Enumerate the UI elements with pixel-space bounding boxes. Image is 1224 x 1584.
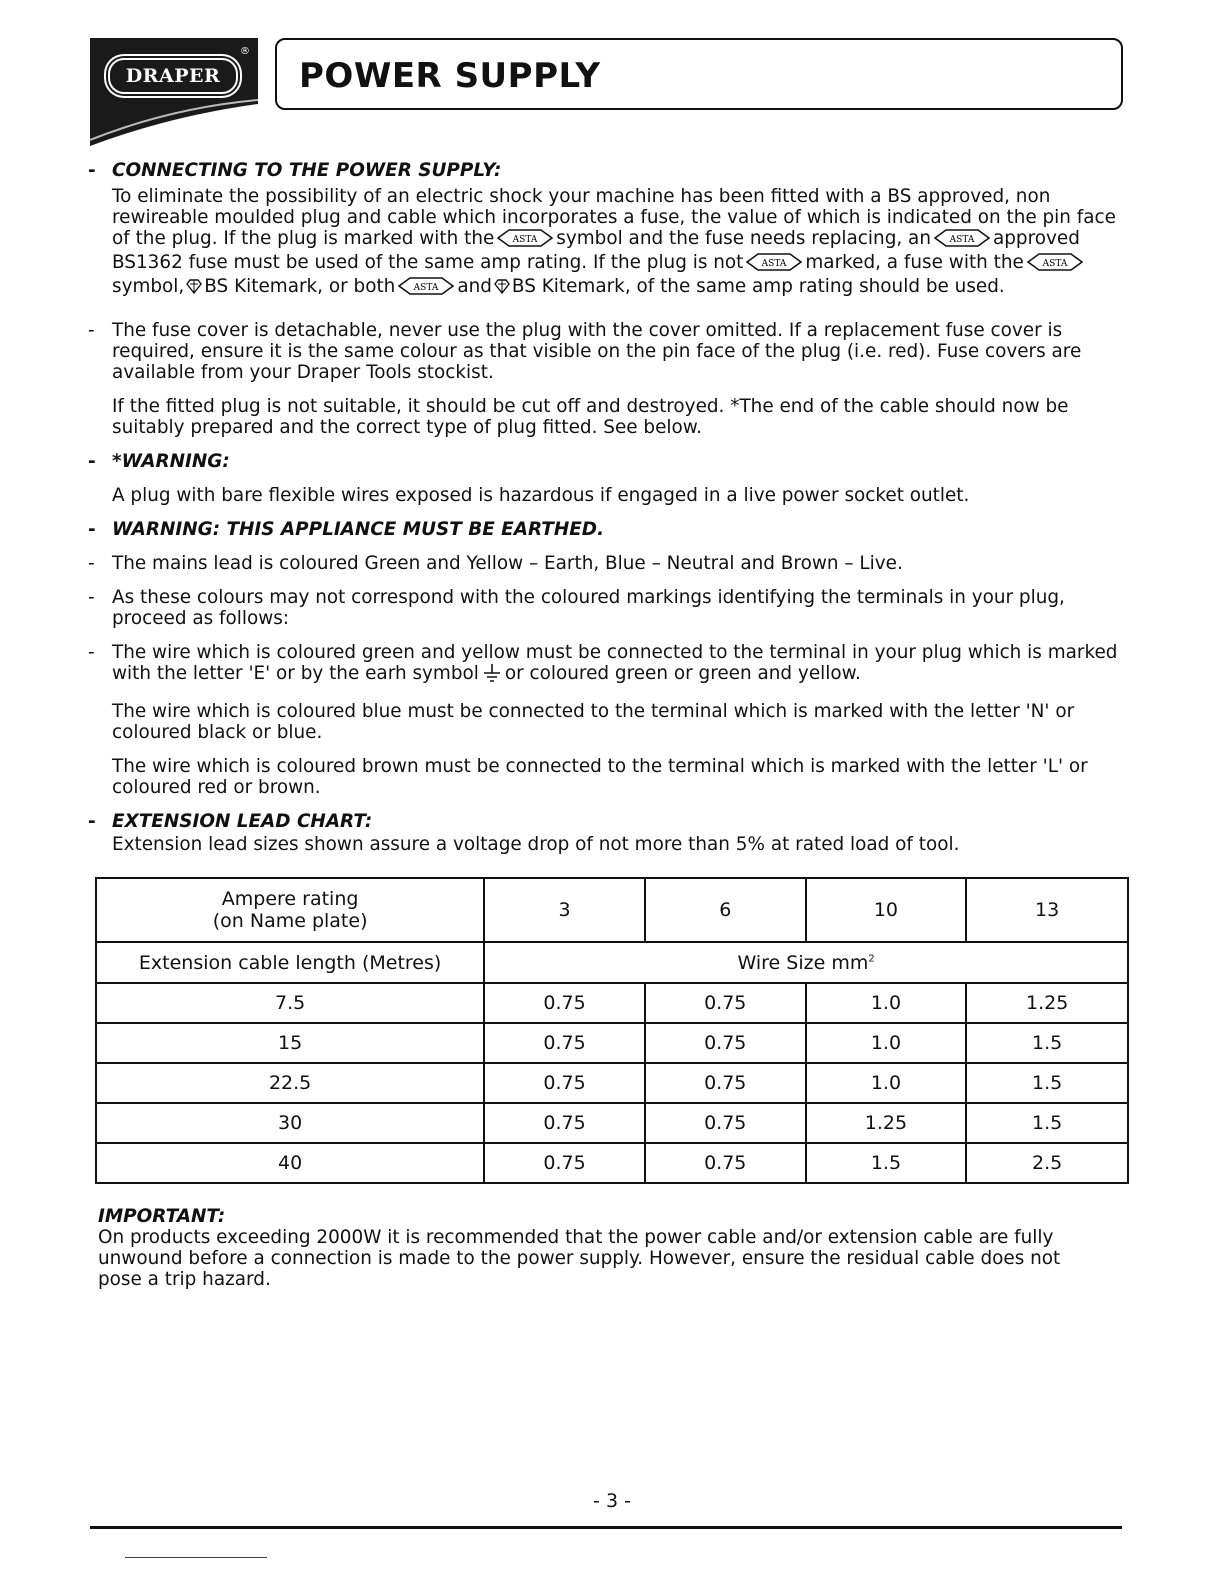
table-cell: Extension cable length (Metres)	[96, 942, 484, 983]
earth-icon	[482, 663, 502, 688]
para-bare-wires: A plug with bare flexible wires exposed is hazardous if engaged in a live power socket outlet.	[112, 485, 970, 506]
table-header-row	[96, 878, 1128, 942]
registered-mark: ®	[240, 46, 250, 57]
fuse-cover-text: The fuse cover is detachable, never use the plug with the cover omitted. If a replacement fuse cover is required, ensure it is the same colour as that visible on the pin face of the plug (i.e. red). Fuse covers are available from your Draper Tools stockist.	[112, 320, 1082, 383]
section-warning-star: - *WARNING:	[88, 451, 1118, 472]
svg-text:ASTA: ASTA	[1042, 259, 1068, 269]
section-wiring: - The wire which is coloured green and yellow must be connected to the terminal in your plug which is marked with the letter 'E' or by the earh symbol or coloured green or green and yellow.	[88, 642, 1118, 688]
main-content	[88, 160, 1118, 868]
section-colours: - As these colours may not correspond with the coloured markings identifying the terminals in your plug, proceed as follows:	[88, 587, 1118, 629]
mains-lead-text: The mains lead is coloured Green and Yellow – Earth, Blue – Neutral and Brown – Live.	[112, 553, 903, 574]
table-cell: Wire Size $mm^2$	[484, 942, 1128, 983]
svg-text:ASTA: ASTA	[512, 235, 538, 245]
table-cell: 3	[484, 878, 645, 942]
section-connecting: - CONNECTING TO THE POWER SUPPLY:	[88, 160, 1118, 181]
table-cell: 6	[645, 878, 806, 942]
page-title: POWER SUPPLY	[299, 56, 601, 96]
heading-connecting: CONNECTING TO THE POWER SUPPLY:	[112, 160, 502, 181]
asta-icon	[1027, 253, 1083, 276]
heading-extension: EXTENSION LEAD CHART:	[112, 811, 373, 832]
logo-text: DRAPER	[125, 65, 221, 87]
table-row: 7.5 0.75 0.75 1.0 1.25	[96, 983, 1128, 1023]
page-number: - 3 -	[593, 1490, 631, 1512]
section-earthed: - WARNING: THIS APPLIANCE MUST BE EARTHED.	[88, 519, 1118, 540]
logo-badge	[108, 58, 238, 94]
asta-icon	[497, 229, 553, 252]
important-note	[98, 1206, 1108, 1290]
footer-rule	[90, 1526, 1122, 1529]
heading-warning: *WARNING:	[112, 451, 230, 472]
important-text: On products exceeding 2000W it is recommended that the power cable and/or extension cable are fully unwound before a connection is made to the power supply. However, ensure the residual cable does not pose a trip hazard.	[98, 1227, 1061, 1290]
asta-icon	[934, 229, 990, 252]
table-row: 30 0.75 0.75 1.25 1.5	[96, 1103, 1128, 1143]
link-underline	[125, 1557, 267, 1558]
para-extension: Extension lead sizes shown assure a voltage drop of not more than 5% at rated load of tool.	[112, 834, 960, 855]
table-row: 15 0.75 0.75 1.0 1.5	[96, 1023, 1128, 1063]
para-blue-wire: The wire which is coloured blue must be connected to the terminal which is marked with the letter 'N' or coloured black or blue.	[112, 701, 1075, 743]
svg-text:ASTA: ASTA	[762, 259, 787, 269]
asta-icon	[398, 277, 454, 300]
para-fitted-plug: If the fitted plug is not suitable, it should be cut off and destroyed. *The end of the cable should now be suitably prepared and the correct type of plug fitted. See below.	[112, 396, 1069, 438]
title-box	[275, 38, 1123, 110]
extension-lead-table	[95, 877, 1129, 1184]
table-cell: 10	[806, 878, 967, 942]
svg-text:ASTA: ASTA	[413, 283, 439, 293]
colours-text: As these colours may not correspond with the coloured markings identifying the terminals in your plug, proceed as follows:	[112, 587, 1065, 629]
wiring-text: The wire which is coloured green and yellow must be connected to the terminal in your plug which is marked with the letter 'E' or by the earh symbol or coloured green or green and yellow.	[112, 642, 1118, 688]
svg-text:ASTA: ASTA	[949, 235, 975, 245]
asta-icon	[746, 253, 802, 276]
heading-important: IMPORTANT:	[98, 1206, 226, 1227]
para-connecting: To eliminate the possibility of an electric shock your machine has been fitted with a BS approved, non rewireable moulded plug and cable which incorporates a fuse, the value of which is indicated on the pin face of the plug. If the plug is marked with the ASTA symbol and the fuse needs replacing, an ASTA approved BS1362 fuse must be used of the same amp rating. If the plug is not ASTA marked, a fuse with the ASTA symbol, BS Kitemark, or both ASTA and BS Kitemark, of the same amp rating should be used.	[112, 186, 1118, 300]
section-mains-lead: - The mains lead is coloured Green and Yellow – Earth, Blue – Neutral and Brown – Live.	[88, 553, 1118, 574]
heading-earthed: WARNING: THIS APPLIANCE MUST BE EARTHED.	[112, 519, 605, 540]
table-cell: 13	[966, 878, 1128, 942]
table-subheader-row	[96, 942, 1128, 983]
para-brown-wire: The wire which is coloured brown must be connected to the terminal which is marked with the letter 'L' or coloured red or brown.	[112, 756, 1088, 798]
table-cell: Ampere rating (on Name plate)	[96, 878, 484, 942]
kitemark-icon	[186, 278, 202, 299]
kitemark-icon	[494, 278, 510, 299]
section-fuse-cover: - The fuse cover is detachable, never use the plug with the cover omitted. If a replacement fuse cover is required, ensure it is the same colour as that visible on the pin face of the plug (i.e. red). Fuse covers are available from your Draper Tools stockist.	[88, 320, 1118, 383]
section-extension: - EXTENSION LEAD CHART:	[88, 811, 1118, 832]
table-row: 22.5 0.75 0.75 1.0 1.5	[96, 1063, 1128, 1103]
table-row: 40 0.75 0.75 1.5 2.5	[96, 1143, 1128, 1183]
draper-logo	[90, 38, 258, 146]
